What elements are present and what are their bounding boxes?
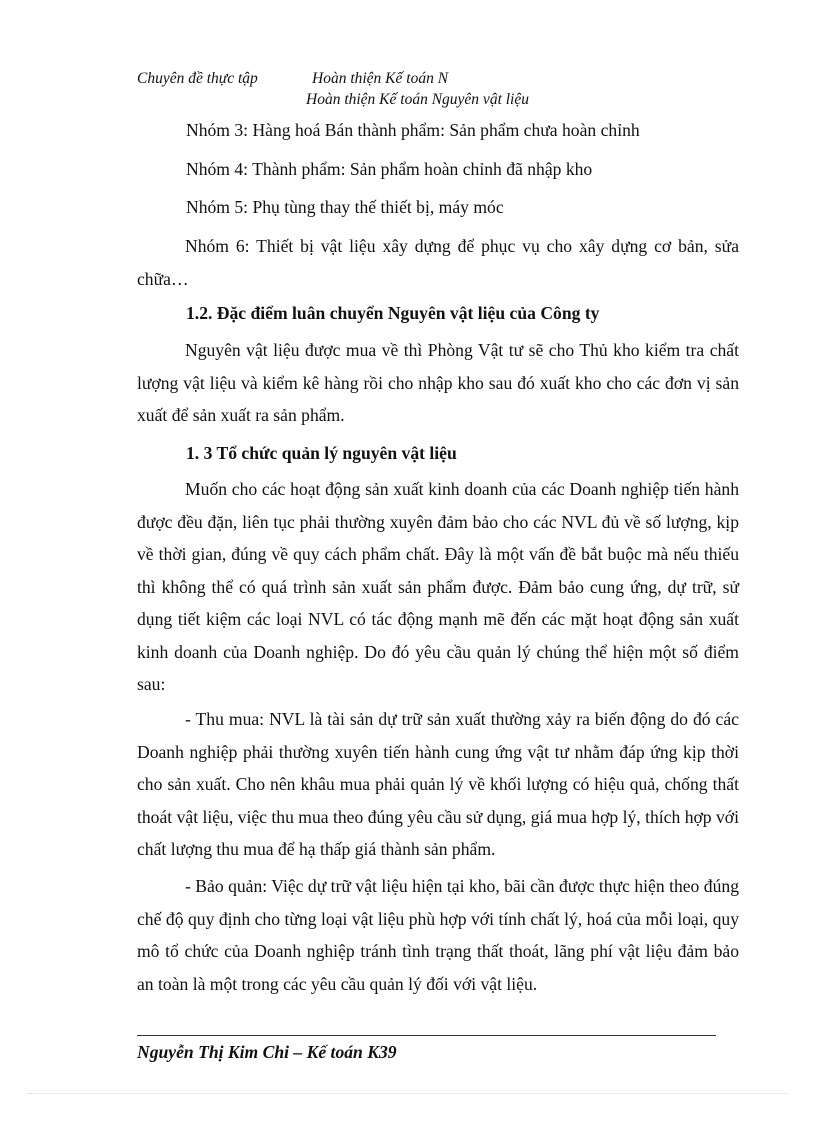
paragraph-purchasing: - Thu mua: NVL là tài sản dự trữ sản xuất thường xảy ra biến động do đó các Doanh nghiệp phải thường xuyên tiến hành cung ứng vật tư nhằm đáp ứng kịp thời cho sản xuất. Cho nên khâu mua phải quản lý về khối lượng có hiệu quả, chống thất thoát vật liệu, việc thu mua theo đúng yêu cầu sử dụng, giá mua hợp lý, thích hợp với chất lượng thu mua để hạ thấp giá thành sản phẩm. xyxy=(137,709,739,859)
group-3: Nhóm 3: Hàng hoá Bán thành phẩm: Sản phẩm chưa hoàn chỉnh xyxy=(186,120,640,140)
paragraph-storage: - Bảo quản: Việc dự trữ vật liệu hiện tại kho, bãi cần được thực hiện theo đúng chế độ quy định cho từng loại vật liệu phù hợp với tính chất lý, hoá của mỗi loại, quy mô tổ chức của Doanh nghiệp tránh tình trạng thất thoát, lãng phí vật liệu đảm bảo an toàn là một trong các yêu cầu quản lý đối với vật liệu. xyxy=(137,876,739,994)
header-title-2: Hoàn thiện Kế toán Nguyên vật liệu xyxy=(306,91,529,108)
header-title-1: Hoàn thiện Kế toán N xyxy=(312,70,449,87)
page-bottom-border xyxy=(28,1093,788,1094)
paragraph-1-2: Nguyên vật liệu được mua về thì Phòng Vật tư sẽ cho Thủ kho kiểm tra chất lượng vật liệu và kiểm kê hàng rồi cho nhập kho sau đó xuất kho cho các đơn vị sản xuất để sản xuất ra sản phẩm. xyxy=(137,340,739,425)
group-6: Nhóm 6: Thiết bị vật liệu xây dựng để phục vụ cho xây dựng cơ bản, sửa chữa… xyxy=(137,236,739,289)
footer-author: Nguyễn Thị Kim Chi – Kế toán K39 xyxy=(137,1042,397,1062)
heading-1-2: 1.2. Đặc điểm luân chuyển Nguyên vật liệu của Công ty xyxy=(186,303,600,323)
group-4: Nhóm 4: Thành phẩm: Sản phẩm hoàn chỉnh đã nhập kho xyxy=(186,159,593,179)
paragraph-1-3-intro: Muốn cho các hoạt động sản xuất kinh doanh của các Doanh nghiệp tiến hành được đều đặn, liên tục phải thường xuyên đảm bảo cho các NVL đủ về số lượng, kịp về thời gian, đúng về quy cách phẩm chất. Đây là một vấn đề bắt buộc mà nếu thiếu thì không thể có quá trình sản xuất sản phẩm được. Đảm bảo cung ứng, dự trữ, sử dụng tiết kiệm các loại NVL có tác động mạnh mẽ đến các mặt hoạt động sản xuất kinh doanh của Doanh nghiệp. Do đó yêu cầu quản lý chúng thể hiện một số điểm sau: xyxy=(137,479,739,694)
heading-1-3: 1. 3 Tổ chức quản lý nguyên vật liệu xyxy=(186,443,457,463)
header-left: Chuyên đề thực tập xyxy=(137,70,258,87)
group-5: Nhóm 5: Phụ tùng thay thế thiết bị, máy móc xyxy=(186,197,504,217)
footer-rule xyxy=(137,1035,716,1036)
